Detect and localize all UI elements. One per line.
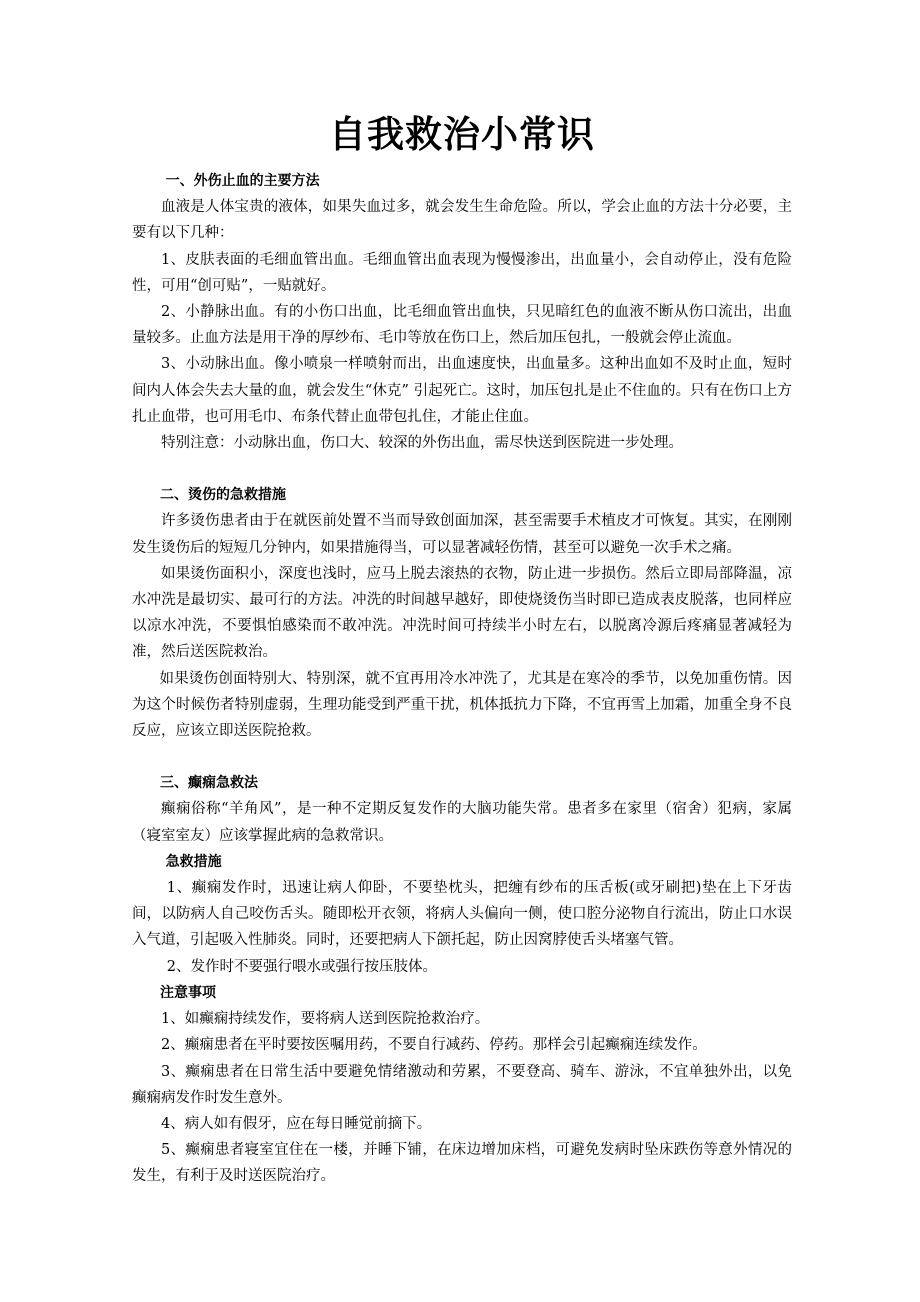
list-item: 5、癫痫患者寝室宜住在一楼，并睡下铺，在床边增加床档，可避免发病时坠床跌伤等意外情况的发生，有利于及时送医院治疗。 (132, 1142, 792, 1185)
paragraph: 癫痫俗称“羊角风”，是一种不定期反复发作的大脑功能失常。患者多在家里（宿舍）犯病，家属（寝室室友）应该掌握此病的急救常识。 (132, 801, 792, 844)
subheading-first-aid: 急救措施 (165, 853, 222, 870)
paragraph: 如果烫伤面积小，深度也浅时，应马上脱去滚热的衣物，防止进一步损伤。然后立即局部降温，凉水冲洗是最切实、最可行的方法。冲洗的时间越早越好，即使烧烫伤当时即已造成表皮脱落，也同样应以凉水冲洗，不要惧怕感染而不敢冲洗。冲洗时间可持续半小时左右，以脱离冷源后疼痛显著减轻为准，然后送医院救治。 (132, 565, 792, 661)
paragraph: 如果烫伤创面特别大、特别深，就不宜再用冷水冲洗了，尤其是在寒冷的季节，以免加重伤情。因为这个时候伤者特别虚弱，生理功能受到严重干扰，机体抵抗力下降，不宜再雪上加霜，加重全身不良反应，应该立即送医院抢救。 (132, 670, 792, 740)
section-heading: 三、癫痫急救法 (160, 775, 258, 792)
paragraph: 特别注意：小动脉出血，伤口大、较深的外伤出血，需尽快送到医院进一步处理。 (161, 435, 683, 452)
section-heading: 一、外伤止血的主要方法 (165, 173, 320, 189)
paragraph: 许多烫伤患者由于在就医前处置不当而导致创面加深，甚至需要手术植皮才可恢复。其实，在刚刚发生烫伤后的短短几分钟内，如果措施得当，可以显著减轻伤情，甚至可以避免一次手术之痛。 (132, 513, 792, 556)
paragraph: 血液是人体宝贵的液体，如果失血过多，就会发生生命危险。所以，学会止血的方法十分必要，主要有以下几种： (132, 199, 792, 242)
section-spacer (132, 456, 792, 482)
list-item: 2、癫痫患者在平时要按医嘱用药，不要自行减药、停药。那样会引起癫痫连续发作。 (161, 1037, 707, 1054)
paragraph: 1、皮肤表面的毛细血管出血。毛细血管出血表现为慢慢渗出，出血量小，会自动停止，没有危险性，可用“创可贴”，一贴就好。 (132, 251, 792, 294)
list-item: 1、癫痫发作时，迅速让病人仰卧，不要垫枕头，把缠有纱布的压舌板(或牙刷把)垫在上下牙齿间，以防病人自己咬伤舌头。随即松开衣领，将病人头偏向一侧，使口腔分泌物自行流出，防止口水误入气道，引起吸入性肺炎。同时，还要把病人下颌托起，防止因窝脖使舌头堵塞气管。 (132, 880, 792, 949)
paragraph: 2、小静脉出血。有的小伤口出血，比毛细血管出血快，只见暗红色的血液不断从伤口流出，出血量较多。止血方法是用干净的厚纱布、毛巾等放在伤口上，然后加压包扎，一般就会停止流血。 (132, 304, 792, 347)
paragraph: 3、小动脉出血。像小喷泉一样喷射而出，出血速度快，出血量多。这种出血如不及时止血，短时间内人体会失去大量的血，就会发生“休克” 引起死亡。这时，加压包扎是止不住血的。只有在伤口上方扎止血带，也可用毛巾、布条代替止血带包扎住，才能止住血。 (132, 356, 792, 425)
section-heading: 二、烫伤的急救措施 (160, 487, 286, 504)
list-item: 2、发作时不要强行喂水或强行按压肢体。 (166, 958, 438, 975)
list-item: 4、病人如有假牙，应在每日睡觉前摘下。 (161, 1115, 432, 1132)
list-item: 3、癫痫患者在日常生活中要避免情绪激动和劳累，不要登高、骑车、游泳，不宜单独外出，以免癫痫病发作时发生意外。 (132, 1063, 792, 1106)
section-spacer (132, 744, 792, 770)
list-item: 1、如癫痫持续发作，要将病人送到医院抢救治疗。 (161, 1011, 490, 1028)
page-title: 自我救治小常识 (329, 112, 595, 156)
subheading-notes: 注意事项 (160, 984, 216, 1001)
document-body (132, 168, 792, 1190)
